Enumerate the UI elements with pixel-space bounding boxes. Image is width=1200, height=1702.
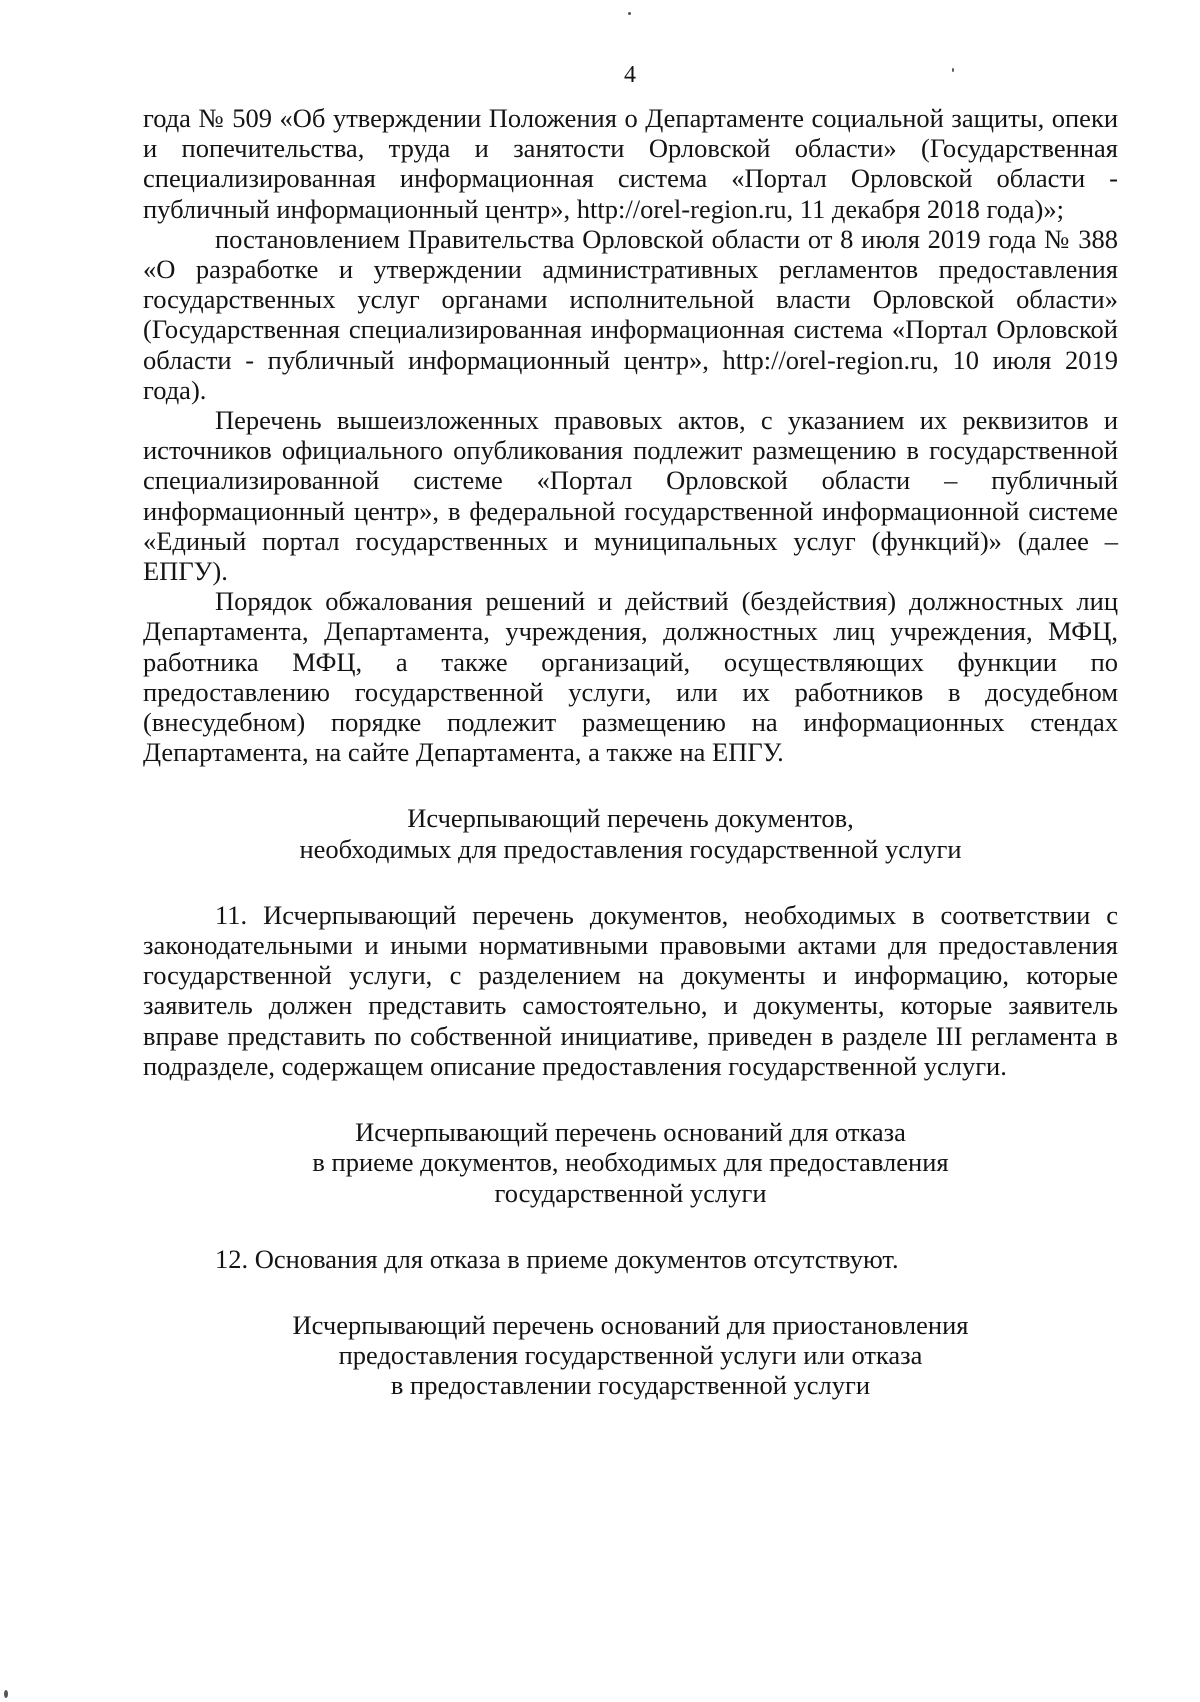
heading-line: Исчерпывающий перечень оснований для приостановления [292,1309,969,1340]
heading-line: государственной услуги [494,1177,767,1208]
heading-line: необходимых для предоставления государственной услуги [299,833,962,864]
scan-speck [628,12,631,15]
document-body [143,103,1118,1401]
paragraph-item-11: 11. Исчерпывающий перечень документов, необходимых в соответствии с законодательными и иными нормативными правовыми актами для предоставления государственной услуги, с разделением на документы и информацию, которые заявитель должен представить самостоятельно, и документы, которые заявитель вправе представить по собственной инициативе, приведен в разделе III регламента в подразделе, содержащем описание предоставления государственной услуги. [143,899,1118,1081]
heading-line: Исчерпывающий перечень документов, [407,803,854,834]
paragraph-item-12: 12. Основания для отказа в приеме документов отсутствуют. [215,1243,899,1274]
section-heading-documents [143,803,1118,863]
scan-speck [4,1690,8,1698]
heading-line: в предоставлении государственной услуги [390,1370,871,1401]
paragraph-appeal-procedure: Порядок обжалования решений и действий (бездействия) должностных лиц Департамента, Департамента, учреждения, должностных лиц учреждения, МФЦ, работника МФЦ, а также организаций, осуществляющих функции по предоставлению государственной услуги, или их работников в досудебном (внесудебном) порядке подлежит размещению на информационных стендах Департамента, на сайте Департамента, а также на ЕПГУ. [143,586,1118,768]
heading-line: предоставления государственной услуги или отказа [338,1340,923,1371]
section-heading-refusal-grounds [143,1117,1118,1208]
page-number: 4 [624,62,636,88]
paragraph-decree-509-continued: года № 509 «Об утверждении Положения о Департаменте социальной защиты, опеки и попечительства, труда и занятости Орловской области» (Государственная специализированная информационная система «Портал Орловской области - публичный информационный центр», http://orel-region.ru, 11 декабря 2018 года)»; [143,103,1118,224]
heading-line: в приеме документов, необходимых для предоставления [312,1147,949,1178]
section-heading-suspension-grounds [143,1310,1118,1401]
paragraph-decree-388: постановлением Правительства Орловской области от 8 июля 2019 года № 388 «О разработке и утверждении административных регламентов предоставления государственных услуг органами исполнительной власти Орловской области» (Государственная специализированная информационная система «Портал Орловской области - публичный информационный центр», http://orel-region.ru, 10 июля 2019 года). [143,223,1118,405]
heading-line: Исчерпывающий перечень оснований для отказа [355,1117,906,1148]
paragraph-legal-acts-list: Перечень вышеизложенных правовых актов, с указанием их реквизитов и источников официального опубликования подлежит размещению в государственной специализированной системе «Портал Орловской области – публичный информационный центр», в федеральной государственной информационной системе «Единый портал государственных и муниципальных услуг (функций)» (далее – ЕПГУ). [143,405,1118,587]
